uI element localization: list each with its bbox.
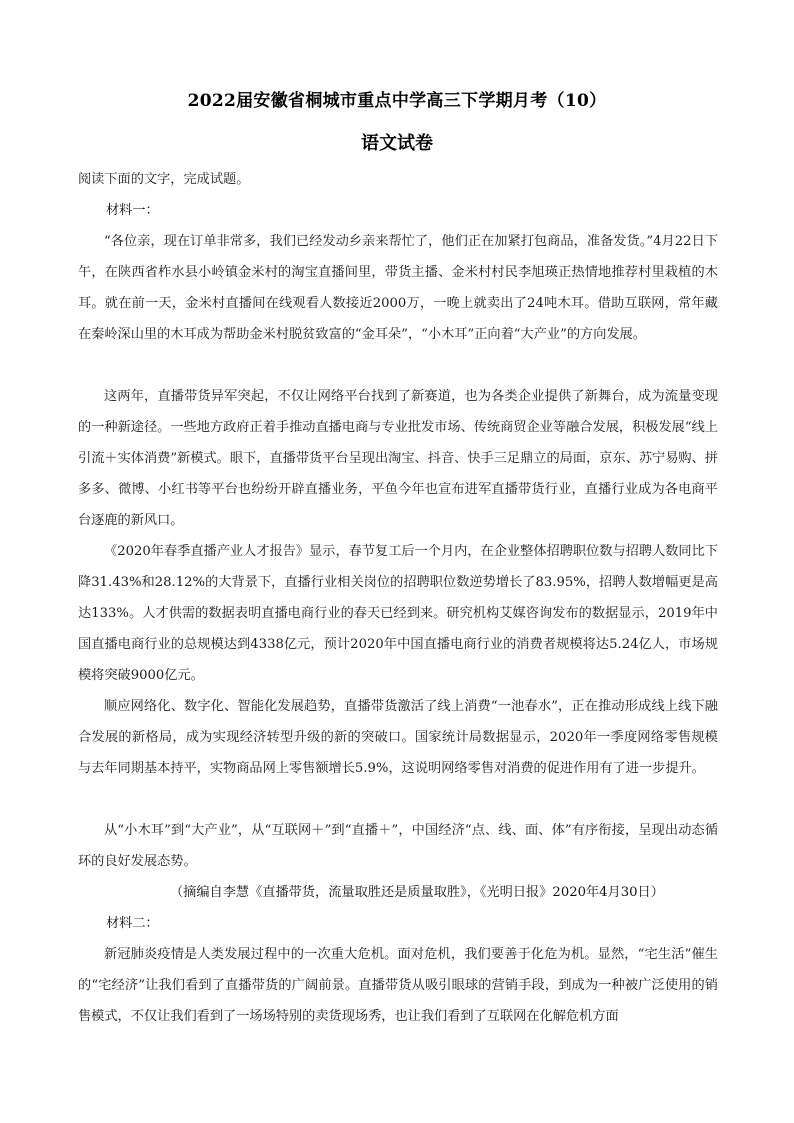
instruction-text: 阅读下面的文字，完成试题。 <box>78 172 250 187</box>
material-one-paragraph: 顺应网络化、数字化、智能化发展趋势，直播带货激活了线上消费“一池春水”，正在推动形成线上线下融合发展的新格局，成为实现经济转型升级的新的突破口。国家统计局数据显示，2020年一季度网络零售规模与去年同期基本持平，实物商品网上零售额增长5.9%，这说明网络零售对消费的促进作用有了进一步提升。 <box>78 699 718 776</box>
exam-subtitle: 语文试卷 <box>361 133 433 154</box>
material-two-paragraph: 新冠肺炎疫情是人类发展过程中的一次重大危机。面对危机，我们要善于化危为机。显然，“宅生活”催生的“宅经济”让我们看到了直播带货的广阔前景。直播带货从吸引眼球的营销手段，到成为一种被广泛使用的销售模式，不仅让我们看到了一场场特别的卖货现场秀，也让我们看到了互联网在化解危机方面 <box>78 947 718 1024</box>
material-one-paragraph: 《2020年春季直播产业人才报告》显示，春节复工后一个月内，在企业整体招聘职位数与招聘人数同比下降31.43%和28.12%的大背景下，直播行业相关岗位的招聘职位数逆势增长了83.95%，招聘人数增幅更是高达133%。人才供需的数据表明直播电商行业的春天已经到来。研究机构艾媒咨询发布的数据显示，2019年中国直播电商行业的总规模达到4338亿元，预计2020年中国直播电商行业的消费者规模将达5.24亿人，市场规模将突破9000亿元。 <box>78 544 718 683</box>
material-one-paragraph: 从“小木耳”到“大产业”，从“互联网＋”到“直播＋”，中国经济“点、线、面、体”有序衔接，呈现出动态循环的良好发展态势。 <box>78 823 718 869</box>
material-one-paragraph: 这两年，直播带货异军突起，不仅让网络平台找到了新赛道，也为各类企业提供了新舞台，成为流量变现的一种新途径。一些地方政府正着手推动直播电商与专业批发市场、传统商贸企业等融合发展，积极发展“线上引流＋实体消费”新模式。眼下，直播带货平台呈现出淘宝、抖音、快手三足鼎立的局面，京东、苏宁易购、拼多多、微博、小红书等平台也纷纷开辟直播业务，平鱼今年也宣布进军直播带货行业，直播行业成为各电商平台逐鹿的新风口。 <box>78 389 718 528</box>
material-one-paragraph: “各位亲，现在订单非常多，我们已经发动乡亲来帮忙了，他们正在加紧打包商品，准备发货。”4月22日下午，在陕西省柞水县小岭镇金米村的淘宝直播间里，带货主播、金米村村民李旭瑛正热情地推荐村里栽植的木耳。就在前一天，金米村直播间在线观看人数接近2000万，一晚上就卖出了24吨木耳。借助互联网，常年藏在秦岭深山里的木耳成为帮助金米村脱贫致富的“金耳朵”，“小木耳”正向着“大产业”的方向发展。 <box>78 234 718 342</box>
material-one-label: 材料一： <box>106 203 159 218</box>
material-two-label: 材料二： <box>106 916 159 931</box>
exam-title: 2022届安徽省桐城市重点中学高三下学期月考（10） <box>187 91 607 111</box>
material-one-source: （摘编自李慧《直播带货，流量取胜还是质量取胜》，《光明日报》2020年4月30日） <box>170 885 664 900</box>
